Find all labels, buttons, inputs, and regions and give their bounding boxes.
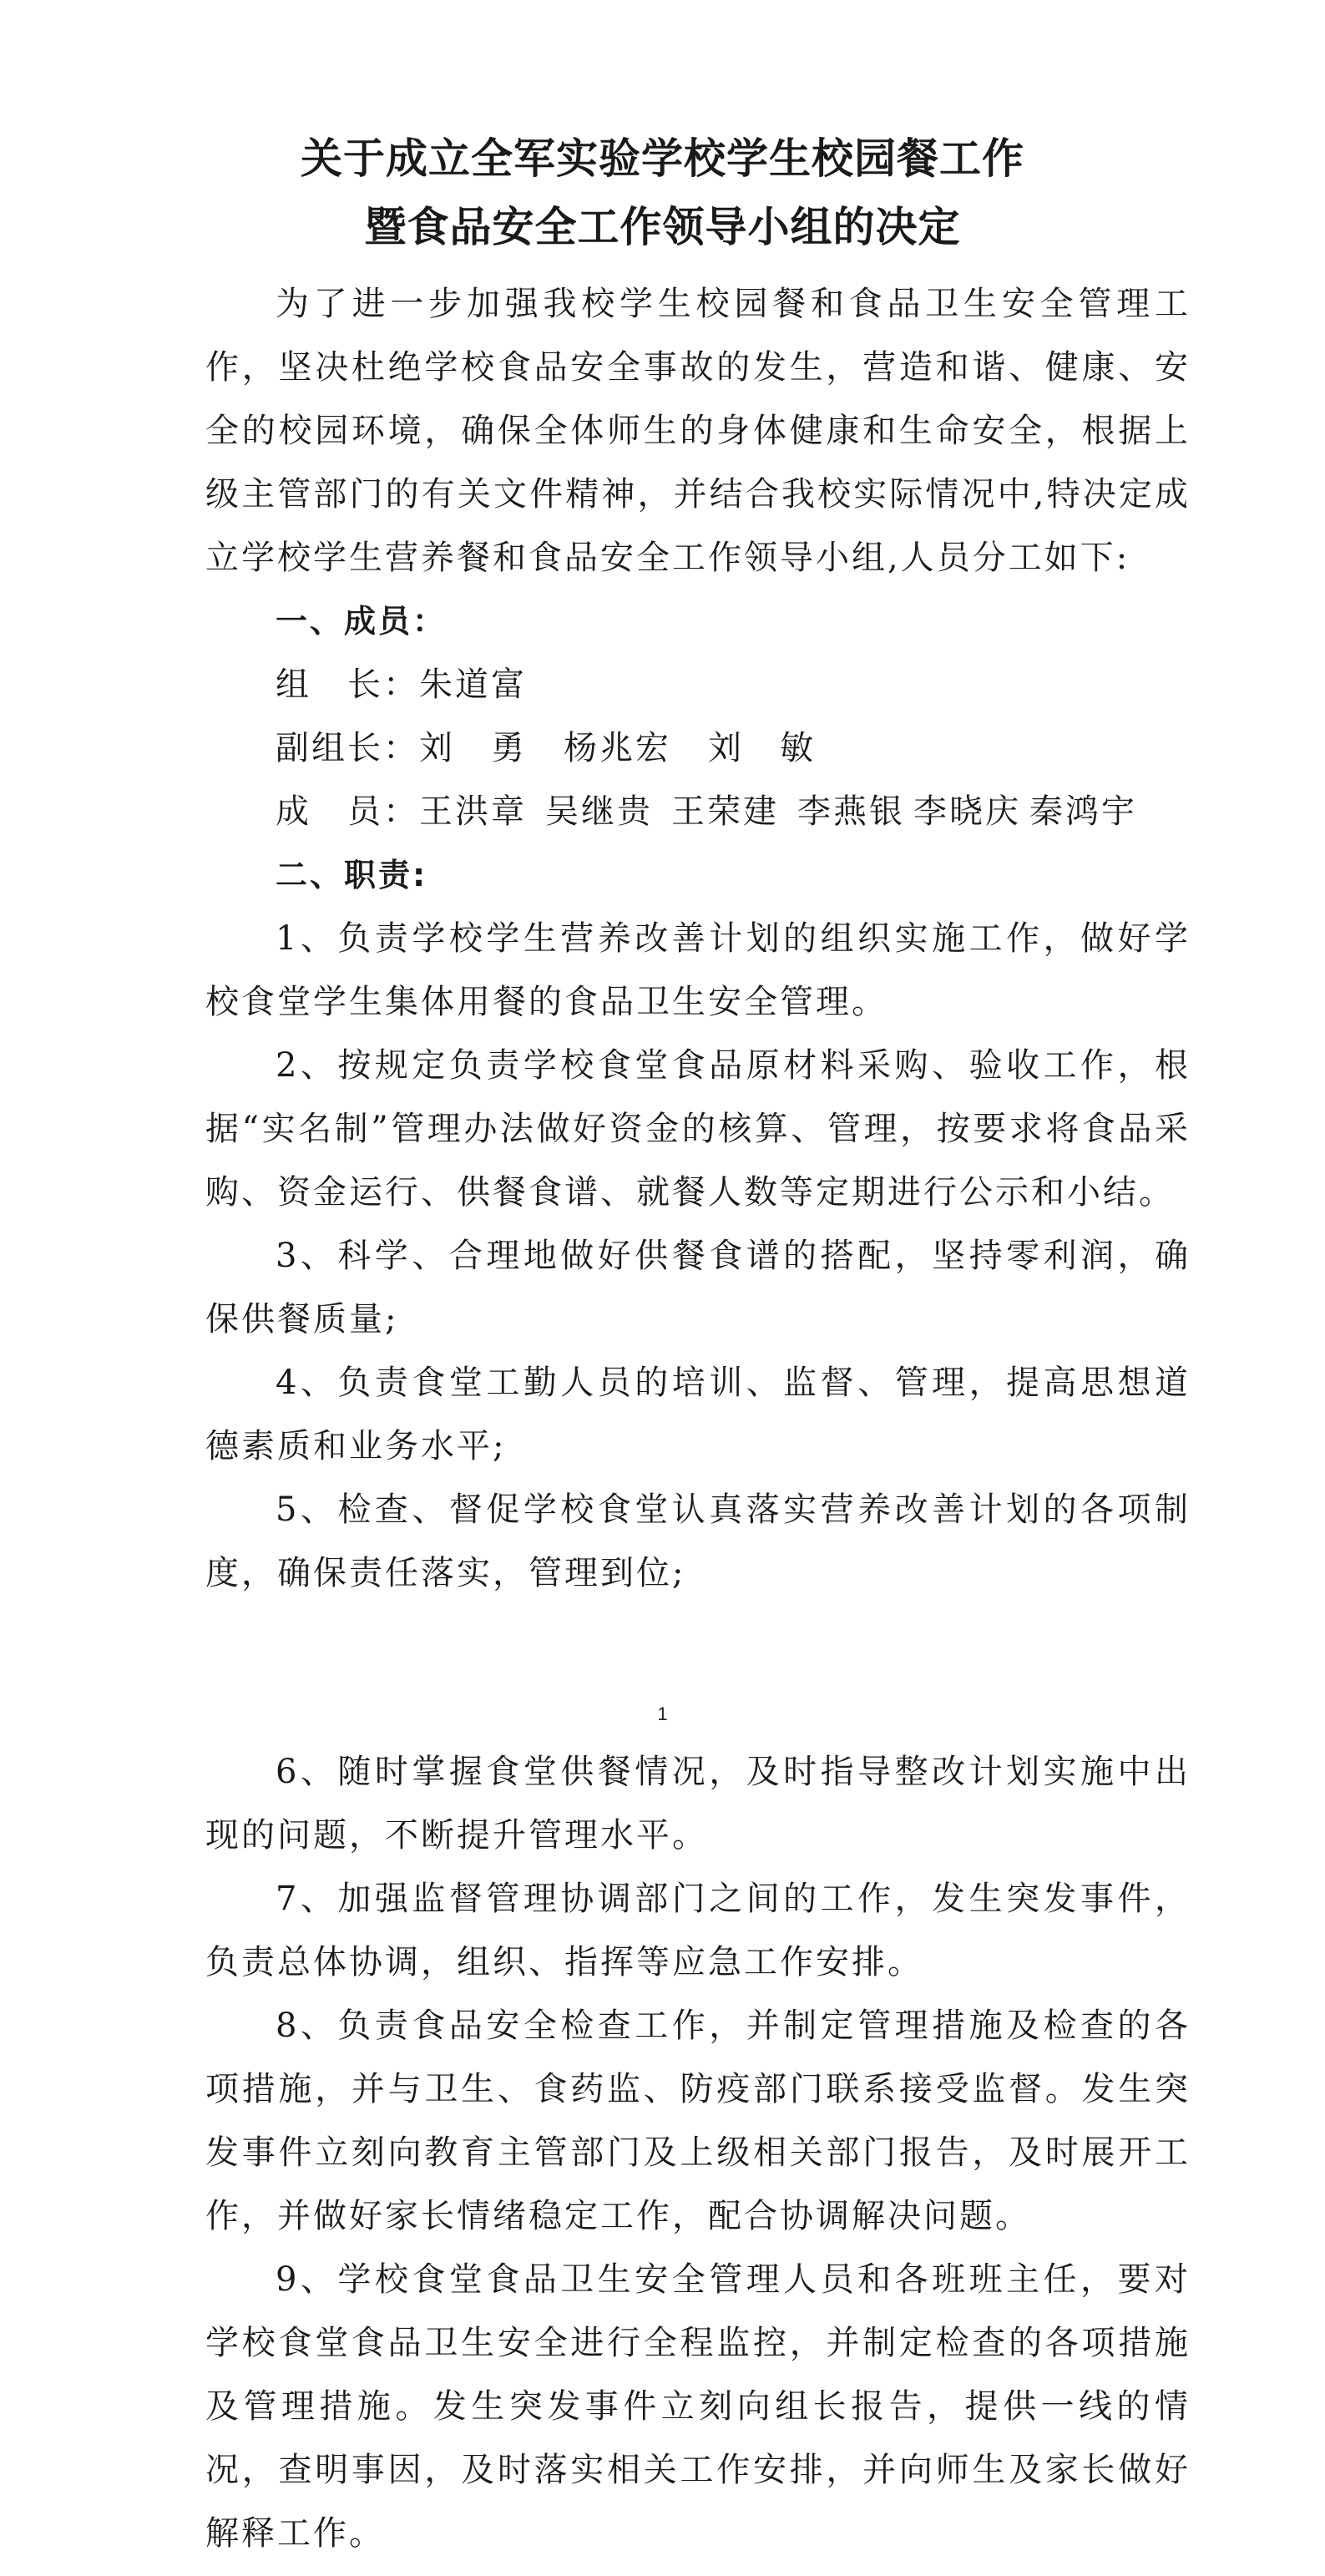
duty-item-8: 8、负责食品安全检查工作，并制定管理措施及检查的各项措施，并与卫生、食药监、防疫部门联系接受监督。发生突发事件立刻向教育主管部门及上级相关部门报告，及时展开工作，并做好家长情绪稳定工作，配合协调解决问题。 [205, 2007, 1191, 2235]
section-duties-heading: 二、职责: [276, 857, 428, 893]
duty-item-4: 4、负责食堂工勤人员的培训、监督、管理，提高思想道德素质和业务水平; [205, 1364, 1191, 1465]
member-name: 李燕银 [797, 792, 905, 831]
deputy-name: 杨兆宏 [564, 729, 671, 767]
intro-paragraph: 为了进一步加强我校学生校园餐和食品卫生安全管理工作，坚决杜绝学校食品安全事故的发生，营造和谐、健康、安全的校园环境，确保全体师生的身体健康和生命安全，根据上级主管部门的有关文件精神，并结合我校实际情况中,特决定成立学校学生营养餐和食品安全工作领导小组,人员分工如下: [205, 285, 1191, 577]
leader-label: 组 长： [276, 666, 419, 704]
duty-item-3: 3、科学、合理地做好供餐食谱的搭配，坚持零利润，确保供餐质量; [205, 1237, 1191, 1339]
duty-item-6: 6、随时掌握食堂供餐情况，及时指导整改计划实施中出现的问题，不断提升管理水平。 [205, 1753, 1191, 1855]
leader-line [205, 653, 1191, 716]
member-name: 李晓庆 [913, 792, 1021, 831]
member-name: 王荣建 [671, 792, 779, 831]
deputy-name: 刘 敏 [708, 729, 816, 767]
member-name: 秦鸿宇 [1029, 792, 1137, 831]
member-name: 王洪章 [419, 792, 527, 831]
duty-item-7: 7、加强监督管理协调部门之间的工作，发生突发事件，负责总体协调，组织、指挥等应急工作安排。 [205, 1880, 1191, 1981]
members-label: 成 员： [276, 792, 419, 831]
members-line [205, 780, 1191, 843]
deputy-label: 副组长： [276, 729, 419, 767]
section-members-heading: 一、成员： [276, 603, 448, 640]
duty-item-2: 2、按规定负责学校食堂食品原材料采购、验收工作，根据“实名制”管理办法做好资金的核算、管理，按要求将食品采购、资金运行、供餐食谱、就餐人数等定期进行公示和小结。 [205, 1046, 1191, 1212]
title-line-1: 关于成立全军实验学校学生校园餐工作 [301, 134, 1024, 183]
deputy-name: 刘 勇 [419, 729, 527, 767]
deputy-line [205, 716, 1191, 780]
title-line-2: 暨食品安全工作领导小组的决定 [364, 203, 961, 251]
duty-item-5: 5、检查、督促学校食堂认真落实营养改善计划的各项制度，确保责任落实，管理到位; [205, 1490, 1191, 1592]
duty-item-9: 9、学校食堂食品卫生安全管理人员和各班班主任，要对学校食堂食品卫生安全进行全程监控，并制定检查的各项措施及管理措施。发生突发事件立刻向组长报告，提供一线的情况，查明事因，及时落实相关工作安排，并向师生及家长做好解释工作。 [205, 2260, 1191, 2553]
document-body-part-2 [205, 1740, 1191, 2565]
leader-name: 朱道富 [419, 666, 527, 704]
duty-item-1: 1、负责学校学生营养改善计划的组织实施工作，做好学校食堂学生集体用餐的食品卫生安全管理。 [205, 919, 1191, 1021]
page-number: 1 [657, 1703, 668, 1724]
document-body-part-1 [205, 272, 1191, 1605]
member-name: 吴继贵 [545, 792, 653, 831]
